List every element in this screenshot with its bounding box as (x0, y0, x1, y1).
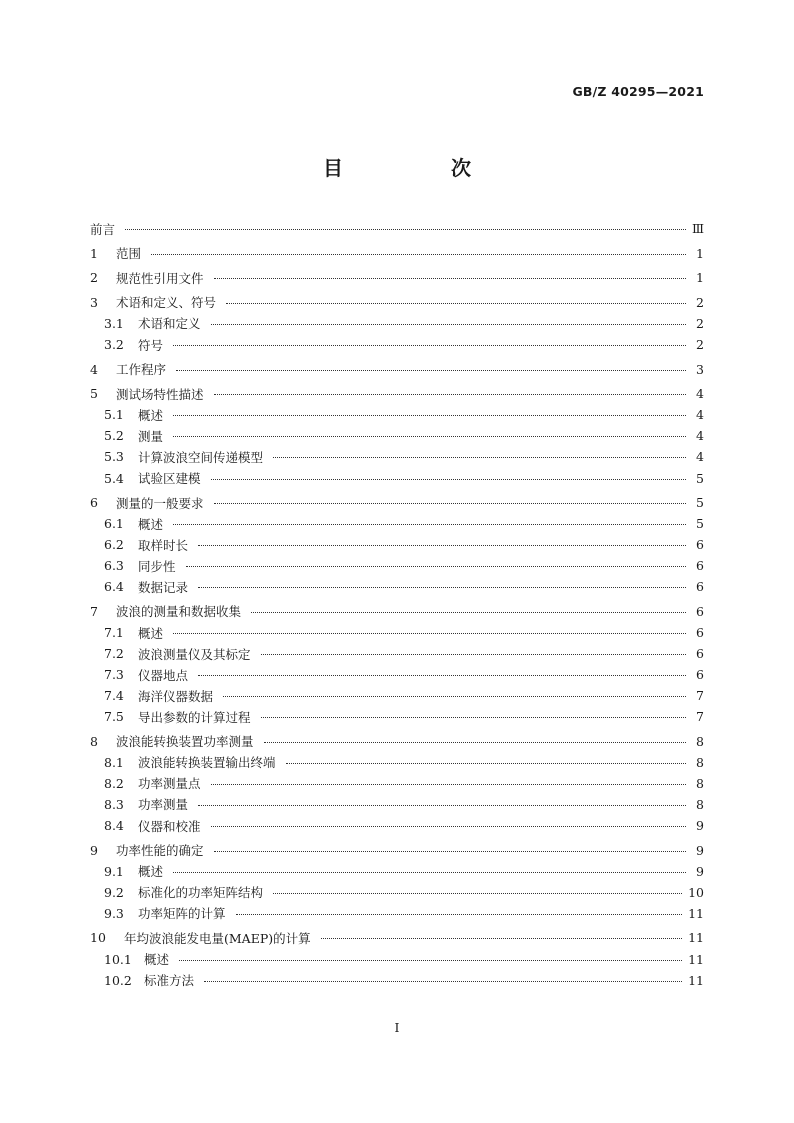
toc-entry[interactable] (90, 243, 704, 264)
standard-code: GB/Z 40295—2021 (572, 84, 704, 99)
toc-dot-leader (214, 851, 686, 852)
toc-entry[interactable] (90, 555, 704, 576)
toc-entry[interactable] (90, 404, 704, 425)
page-title: 目 次 (323, 156, 515, 180)
toc-dot-leader (125, 229, 686, 230)
toc-entry-title: 功率测量点 (138, 776, 201, 792)
toc-entry[interactable] (90, 948, 704, 969)
toc-dot-leader (264, 742, 686, 743)
toc-entry-page: 11 (688, 951, 704, 967)
toc-entry-number: 6 (90, 495, 98, 511)
toc-entry-number: 8 (90, 733, 98, 749)
toc-entry-page: 11 (688, 905, 704, 921)
toc-entry-number: 9 (90, 842, 98, 858)
toc-entry-title: 功率性能的确定 (116, 843, 204, 859)
toc-entry-page: 8 (696, 796, 704, 812)
toc-dot-leader (226, 303, 686, 304)
toc-entry-page: 6 (696, 537, 704, 553)
toc-dot-leader (186, 566, 686, 567)
toc-entry-title: 试验区建模 (138, 471, 201, 486)
toc-dot-leader (173, 436, 686, 437)
toc-entry-page: 2 (696, 315, 704, 331)
toc-entry[interactable] (90, 643, 704, 664)
toc-entry-title: 海洋仪器数据 (138, 688, 214, 704)
toc-entry[interactable] (90, 903, 704, 924)
toc-dot-leader (261, 717, 686, 718)
toc-dot-leader (261, 654, 686, 655)
toc-entry[interactable] (90, 534, 704, 555)
toc-entry-title: 数据记录 (138, 579, 189, 595)
toc-dot-leader (251, 612, 686, 613)
toc-entry-title: 波浪的测量和数据收集 (116, 604, 242, 620)
toc-entry-number: 6.2 (104, 537, 124, 553)
toc-dot-leader (236, 914, 683, 915)
toc-dot-leader (173, 524, 686, 525)
toc-entry[interactable] (90, 815, 704, 836)
toc-entry-number: 7.3 (104, 667, 124, 683)
toc-dot-leader (286, 763, 686, 764)
toc-entry-title: 波浪能转换装置输出终端 (138, 755, 276, 771)
toc-entry-title: 标准化的功率矩阵结构 (138, 885, 264, 901)
toc-entry[interactable] (90, 601, 704, 622)
toc-entry-number: 6.4 (104, 579, 124, 595)
toc-entry-page: 11 (688, 930, 704, 946)
toc-entry-title: 取样时长 (138, 537, 189, 553)
toc-entry-title: 概述 (138, 864, 164, 880)
toc-entry[interactable] (90, 383, 704, 404)
toc-dot-leader (214, 503, 686, 504)
toc-entry-title: 测量的一般要求 (116, 495, 204, 511)
toc-dot-leader (198, 545, 686, 546)
toc-entry-page: Ⅲ (691, 221, 704, 237)
toc-entry-title: 波浪测量仪及其标定 (138, 646, 251, 662)
toc-entry-title: 仪器和校准 (138, 818, 201, 834)
toc-dot-leader (211, 826, 686, 827)
toc-entry[interactable] (90, 664, 704, 685)
toc-entry-title: 概述 (138, 625, 164, 641)
toc-entry-title: 术语和定义、符号 (116, 295, 217, 311)
toc-entry-page: 11 (688, 972, 704, 988)
toc-entry-page: 9 (696, 818, 704, 834)
toc-entry-number: 7 (90, 603, 98, 619)
toc-dot-leader (179, 960, 682, 961)
toc-entry[interactable] (90, 292, 704, 313)
toc-entry-page: 5 (696, 516, 704, 532)
toc-entry-title: 年均波浪能发电量(MAEP)的计算 (124, 930, 311, 946)
toc-dot-leader (173, 633, 686, 634)
toc-entry[interactable] (90, 752, 704, 773)
toc-entry-number: 5.4 (104, 470, 124, 486)
toc-entry-page: 6 (696, 667, 704, 683)
toc-dot-leader (211, 324, 686, 325)
toc-entry[interactable] (90, 576, 704, 597)
toc-entry-title: 概述 (144, 952, 170, 967)
toc-entry[interactable] (90, 218, 704, 239)
toc-dot-leader (214, 278, 686, 279)
toc-entry-page: 9 (696, 842, 704, 858)
toc-entry[interactable] (90, 267, 704, 288)
toc-entry-number: 7.1 (104, 625, 124, 641)
toc-entry[interactable] (90, 706, 704, 727)
toc-entry-number: 8.2 (104, 775, 124, 791)
toc-entry-title: 规范性引用文件 (116, 270, 204, 286)
toc-dot-leader (173, 415, 686, 416)
toc-entry-page: 8 (696, 733, 704, 749)
toc-entry-page: 3 (696, 361, 704, 377)
toc-dot-leader (273, 893, 682, 894)
toc-entry-number: 9.3 (104, 905, 124, 921)
toc-entry-page: 6 (696, 579, 704, 595)
toc-dot-leader (198, 805, 686, 806)
toc-entry-number: 7.4 (104, 688, 124, 704)
toc-entry-title: 符号 (138, 337, 164, 353)
toc-entry-page: 6 (696, 625, 704, 641)
toc-entry-number: 10.1 (104, 951, 132, 967)
toc-entry-page: 9 (696, 863, 704, 879)
page-number: Ⅰ (394, 1020, 400, 1035)
toc-entry-page: 2 (696, 337, 704, 353)
toc-entry[interactable] (90, 513, 704, 534)
toc-entry-number: 3.1 (104, 315, 124, 331)
toc-entry-number: 6.3 (104, 558, 124, 574)
toc-dot-leader (211, 479, 686, 480)
toc-dot-leader (321, 938, 682, 939)
toc-entry-page: 6 (696, 558, 704, 574)
toc-entry[interactable] (90, 794, 704, 815)
toc-entry-title: 工作程序 (116, 362, 167, 378)
toc-dot-leader (198, 587, 686, 588)
toc-entry-title: 测试场特性描述 (116, 386, 204, 402)
toc-entry-title: 导出参数的计算过程 (138, 709, 251, 725)
toc-entry-number: 5.2 (104, 428, 124, 444)
toc-entry[interactable] (90, 359, 704, 380)
toc-entry-title: 标准方法 (144, 973, 195, 989)
toc-dot-leader (176, 370, 686, 371)
toc-entry[interactable] (90, 425, 704, 446)
toc-entry-page: 4 (696, 407, 704, 423)
toc-entry-title: 同步性 (138, 558, 176, 574)
toc-entry-title: 概述 (138, 407, 164, 423)
toc-dot-leader (204, 981, 682, 982)
toc-entry-number: 10 (90, 930, 106, 946)
toc-entry-title: 计算波浪空间传递模型 (138, 449, 264, 465)
toc-entry-number: 9.2 (104, 884, 124, 900)
toc-dot-leader (198, 675, 686, 676)
toc-entry[interactable] (90, 334, 704, 355)
toc-entry-page: 1 (696, 270, 704, 286)
toc-dot-leader (211, 784, 686, 785)
toc-entry-title: 概述 (138, 516, 164, 532)
toc-entry-number: 5.1 (104, 407, 124, 423)
toc-entry[interactable] (90, 861, 704, 882)
toc-entry-number: 6.1 (104, 516, 124, 532)
toc-dot-leader (223, 696, 686, 697)
toc-entry-page: 4 (696, 386, 704, 402)
toc-entry-number: 7.2 (104, 646, 124, 662)
toc-entry-number: 8.3 (104, 796, 124, 812)
toc-entry-page: 6 (696, 603, 704, 619)
toc-entry-number: 7.5 (104, 709, 124, 725)
toc-entry-title: 功率矩阵的计算 (138, 906, 226, 922)
toc-entry-number: 3 (90, 294, 98, 310)
toc-entry[interactable] (90, 467, 704, 488)
toc-dot-leader (151, 254, 686, 255)
toc-dot-leader (173, 872, 686, 873)
toc-entry[interactable] (90, 882, 704, 903)
toc-entry-title: 范围 (116, 246, 142, 262)
toc-entry[interactable] (90, 927, 704, 948)
toc-entry[interactable] (90, 685, 704, 706)
toc-dot-leader (214, 394, 686, 395)
toc-entry-title: 测量 (138, 428, 164, 444)
toc-entry-page: 5 (696, 470, 704, 486)
toc-entry-number: 5.3 (104, 449, 124, 465)
toc-dot-leader (173, 345, 686, 346)
toc-entry[interactable] (90, 446, 704, 467)
table-of-contents (90, 218, 704, 991)
toc-entry[interactable] (90, 731, 704, 752)
toc-entry-page: 4 (696, 449, 704, 465)
toc-entry[interactable] (90, 622, 704, 643)
toc-entry-page: 4 (696, 428, 704, 444)
toc-entry-page: 6 (696, 646, 704, 662)
toc-entry-title: 功率测量 (138, 797, 189, 813)
toc-entry-number: 5 (90, 386, 98, 402)
toc-entry-number: 1 (90, 245, 98, 261)
toc-entry-number: 8.4 (104, 818, 124, 834)
toc-entry-title: 波浪能转换装置功率测量 (116, 734, 254, 750)
toc-entry-page: 8 (696, 775, 704, 791)
toc-entry[interactable] (90, 773, 704, 794)
toc-entry-page: 7 (696, 709, 704, 725)
toc-entry-number: 4 (90, 361, 98, 377)
toc-entry[interactable] (90, 840, 704, 861)
toc-entry-title: 仪器地点 (138, 667, 189, 683)
toc-entry-number: 8.1 (104, 754, 124, 770)
toc-entry-number: 3.2 (104, 337, 124, 353)
toc-entry-title: 术语和定义 (138, 316, 201, 332)
toc-entry[interactable] (90, 313, 704, 334)
toc-entry-page: 5 (696, 495, 704, 511)
toc-entry-page: 1 (696, 245, 704, 261)
toc-entry-page: 2 (696, 294, 704, 310)
toc-entry-number: 2 (90, 270, 98, 286)
toc-entry[interactable] (90, 970, 704, 991)
toc-entry[interactable] (90, 492, 704, 513)
toc-entry-page: 7 (696, 688, 704, 704)
toc-entry-page: 8 (696, 754, 704, 770)
toc-entry-number: 10.2 (104, 972, 132, 988)
toc-entry-number: 9.1 (104, 863, 124, 879)
toc-entry-page: 10 (688, 884, 704, 900)
toc-dot-leader (273, 457, 686, 458)
toc-entry-title: 前言 (90, 221, 116, 237)
